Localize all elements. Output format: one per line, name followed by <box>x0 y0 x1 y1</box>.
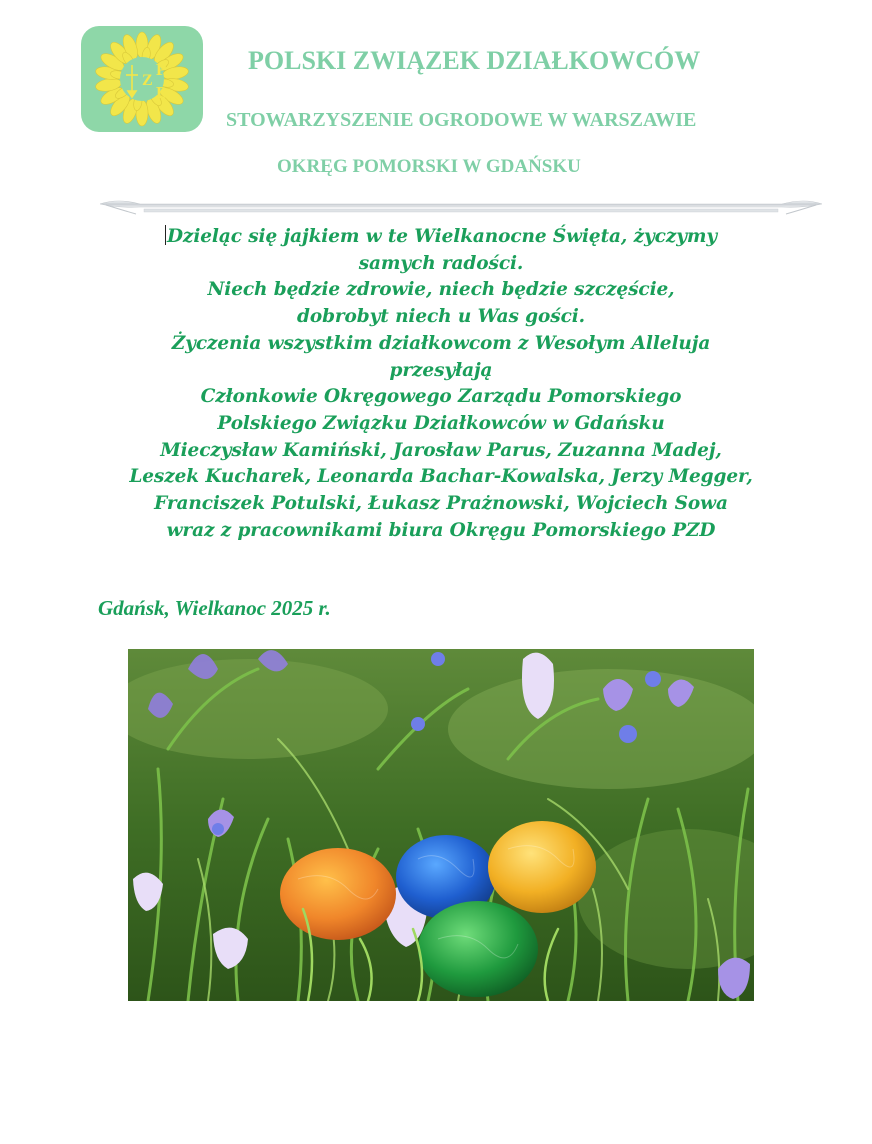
greeting-line: samych radości. <box>358 252 524 274</box>
greeting-line: Życzenia wszystkim działkowcom z Wesołym Alleluja <box>171 332 711 354</box>
easter-eggs-photo <box>128 649 754 1001</box>
pzd-logo <box>80 25 204 133</box>
district-subtitle: OKRĘG POMORSKI W GDAŃSKU <box>277 156 581 177</box>
logo-letter-z: Z <box>142 72 153 89</box>
greeting-line: Polskiego Związku Działkowców w Gdańsku <box>217 412 665 434</box>
greeting-line: dobrobyt niech u Was gości. <box>297 306 585 328</box>
greeting-line: Niech będzie zdrowie, niech będzie szczęście, <box>207 279 675 301</box>
association-subtitle: STOWARZYSZENIE OGRODOWE W WARSZAWIE <box>226 109 697 131</box>
greeting-text <box>80 224 802 544</box>
org-name-title: POLSKI ZWIĄZEK DZIAŁKOWCÓW <box>248 46 701 75</box>
greeting-line: Członkowie Okręgowego Zarządu Pomorskiego <box>200 386 682 408</box>
decorative-divider <box>100 196 822 218</box>
logo-letter-d: D <box>156 83 169 102</box>
greeting-line: wraz z pracownikami biura Okręgu Pomorskiego PZD <box>166 519 716 541</box>
greeting-line: Franciszek Potulski, Łukasz Prażnowski, Wojciech Sowa <box>154 493 728 515</box>
text-cursor <box>165 225 166 245</box>
greeting-line: Dzieląc się jajkiem w te Wielkanocne Święta, życzymy <box>166 226 718 247</box>
greeting-line: przesyłają <box>389 359 493 381</box>
greeting-line: Mieczysław Kamiński, Jarosław Parus, Zuzanna Madej, <box>160 439 722 461</box>
greeting-line: Leszek Kucharek, Leonarda Bachar-Kowalska, Jerzy Megger, <box>129 466 753 488</box>
logo-letter-p: P <box>156 60 167 79</box>
place-and-date: Gdańsk, Wielkanoc 2025 r. <box>98 596 331 620</box>
